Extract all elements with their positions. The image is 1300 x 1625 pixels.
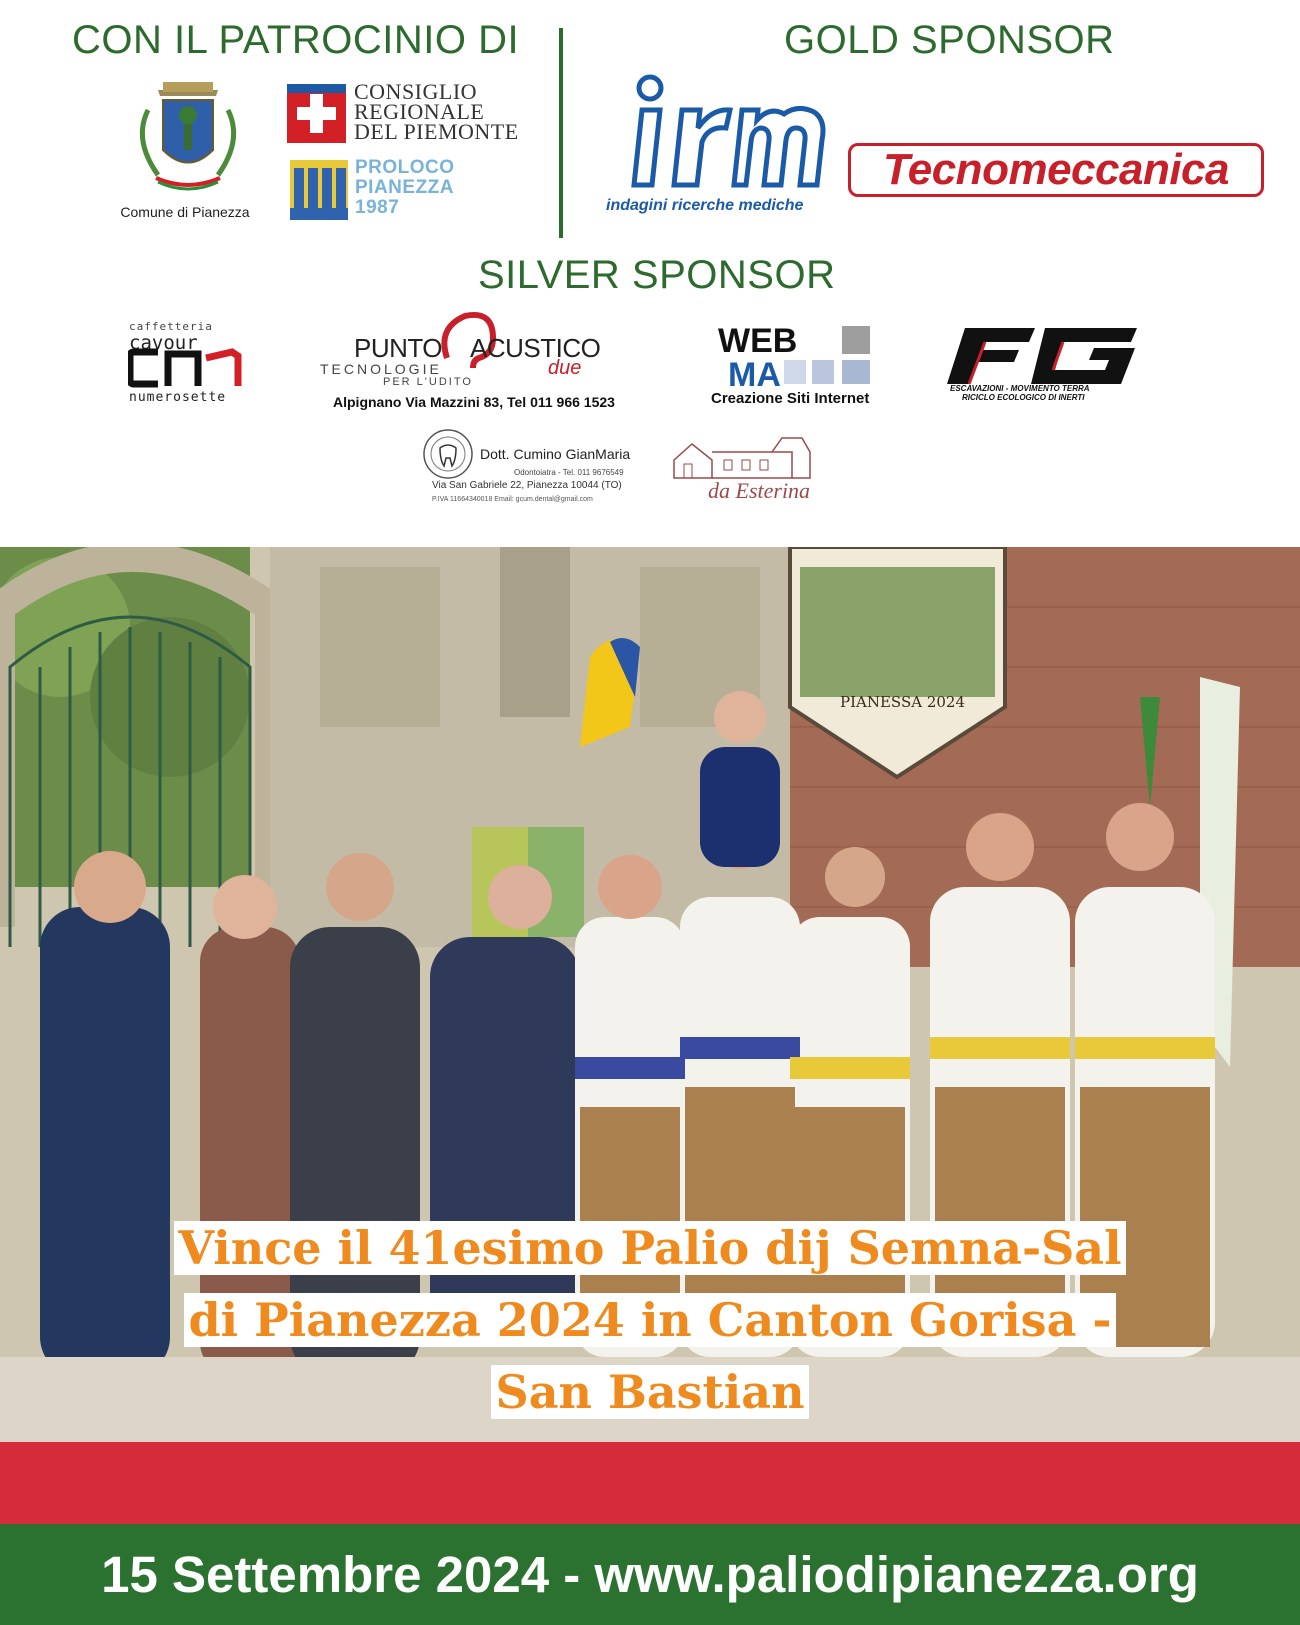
headline-caption xyxy=(170,1212,1130,1428)
tecnologie-word: TECNOLOGIE xyxy=(320,361,442,377)
consiglio-flag-icon xyxy=(287,84,346,143)
per-udito-word: PER L'UDITO xyxy=(383,376,473,388)
tecnomeccanica-text: Tecnomeccanica xyxy=(883,145,1229,194)
caption-line-1: Vince il 41esimo Palio dij Semna-Sal xyxy=(174,1221,1125,1275)
consiglio-regionale-text: CONSIGLIO REGIONALE DEL PIEMONTE xyxy=(354,79,519,144)
dentist-tel: Odontoiatra - Tel. 011 9676549 xyxy=(514,468,624,477)
tooth-seal-icon xyxy=(422,428,474,480)
caffetteria-label: caffetteria xyxy=(129,320,213,333)
due-word: due xyxy=(548,357,582,379)
section-divider xyxy=(559,28,563,238)
numerosette-label: numerosette xyxy=(129,390,227,405)
svg-text:MA: MA xyxy=(728,356,781,388)
patronage-heading: CON IL PATROCINIO DI xyxy=(72,18,520,62)
dentist-name: Dott. Cumino GianMaria xyxy=(480,446,631,462)
proloco-text: PROLOCO PIANEZZA 1987 xyxy=(355,157,455,218)
punto-acustico-address: Alpignano Via Mazzini 83, Tel 011 966 1523 xyxy=(333,394,615,410)
dentist-piva: P.IVA 11664340018 Email: gcum.dental@gmail.com xyxy=(432,496,593,503)
esterina-text: da Esterina xyxy=(708,478,811,503)
webma-logo xyxy=(718,322,878,388)
irm-subtitle: indagini ricerche mediche xyxy=(606,197,804,214)
banner-text: PIANESSA 2024 xyxy=(840,693,965,711)
fg-line-2: RICICLO ECOLOGICO DI INERTI xyxy=(962,393,1085,402)
tecnomeccanica-logo xyxy=(848,143,1264,197)
svg-text:WEB: WEB xyxy=(718,322,798,360)
comune-crest-logo xyxy=(128,80,248,200)
caption-line-3: San Bastian xyxy=(491,1365,808,1419)
footer-bar xyxy=(0,1524,1300,1625)
footer-text: 15 Settembre 2024 - www.paliodipianezza.org xyxy=(101,1546,1199,1603)
gold-sponsor-heading: GOLD SPONSOR xyxy=(784,18,1115,62)
silver-sponsor-heading: SILVER SPONSOR xyxy=(478,253,836,297)
dentist-address: Via San Gabriele 22, Pianezza 10044 (TO) xyxy=(432,480,622,491)
fg-logo xyxy=(945,326,1141,386)
comune-label: Comune di Pianezza xyxy=(120,204,250,220)
caption-line-2: di Pianezza 2024 in Canton Gorisa - xyxy=(184,1293,1115,1347)
caffetteria-cn-logo xyxy=(128,348,248,388)
webma-subtitle: Creazione Siti Internet xyxy=(711,390,870,407)
irm-logo xyxy=(612,70,832,200)
punto-word: PUNTO xyxy=(354,333,443,363)
proloco-logo xyxy=(290,160,348,220)
acustico-word: ACUSTICO xyxy=(470,333,601,363)
fg-line-1: ESCAVAZIONI - MOVIMENTO TERRA xyxy=(950,384,1090,393)
cavour-label: cavour xyxy=(129,332,198,354)
